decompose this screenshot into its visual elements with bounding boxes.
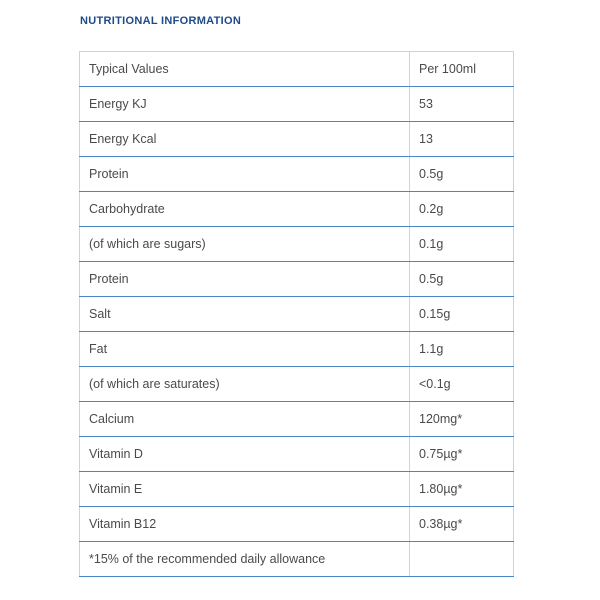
nutrient-value: 0.75µg* — [410, 437, 514, 472]
header-cell-per-100ml: Per 100ml — [410, 52, 514, 87]
nutrient-value: 0.38µg* — [410, 507, 514, 542]
nutrient-value: 120mg* — [410, 402, 514, 437]
nutrition-table — [79, 51, 514, 577]
nutrient-value: 53 — [410, 87, 514, 122]
table-row — [80, 437, 514, 472]
nutrient-value: 0.2g — [410, 192, 514, 227]
nutrient-name: Vitamin D — [80, 437, 410, 472]
nutrient-name: Salt — [80, 297, 410, 332]
nutrient-name: (of which are sugars) — [80, 227, 410, 262]
table-row — [80, 262, 514, 297]
table-row — [80, 402, 514, 437]
table-row — [80, 227, 514, 262]
table-row — [80, 297, 514, 332]
nutrient-value: 0.5g — [410, 157, 514, 192]
nutrient-value: <0.1g — [410, 367, 514, 402]
footnote-text: *15% of the recommended daily allowance — [80, 542, 410, 577]
nutrient-name: Carbohydrate — [80, 192, 410, 227]
header-cell-typical-values: Typical Values — [80, 52, 410, 87]
nutrition-table-body — [80, 52, 514, 577]
table-row — [80, 472, 514, 507]
nutrient-value: 1.1g — [410, 332, 514, 367]
nutrient-value: 0.15g — [410, 297, 514, 332]
nutrient-name: Fat — [80, 332, 410, 367]
table-row — [80, 87, 514, 122]
nutrient-name: Vitamin E — [80, 472, 410, 507]
nutrient-value: 0.5g — [410, 262, 514, 297]
table-row — [80, 157, 514, 192]
table-row — [80, 367, 514, 402]
section-heading: NUTRITIONAL INFORMATION — [80, 15, 242, 27]
table-row — [80, 192, 514, 227]
nutrient-value: 13 — [410, 122, 514, 157]
nutrient-value: 0.1g — [410, 227, 514, 262]
nutrient-name: Vitamin B12 — [80, 507, 410, 542]
nutrient-value: 1.80µg* — [410, 472, 514, 507]
table-row — [80, 507, 514, 542]
nutrient-name: Calcium — [80, 402, 410, 437]
footnote-empty-cell — [410, 542, 514, 577]
table-row — [80, 332, 514, 367]
nutrient-name: (of which are saturates) — [80, 367, 410, 402]
footnote-row — [80, 542, 514, 577]
table-row — [80, 122, 514, 157]
nutrient-name: Energy Kcal — [80, 122, 410, 157]
nutrient-name: Energy KJ — [80, 87, 410, 122]
nutrient-name: Protein — [80, 262, 410, 297]
table-header-row — [80, 52, 514, 87]
nutrient-name: Protein — [80, 157, 410, 192]
